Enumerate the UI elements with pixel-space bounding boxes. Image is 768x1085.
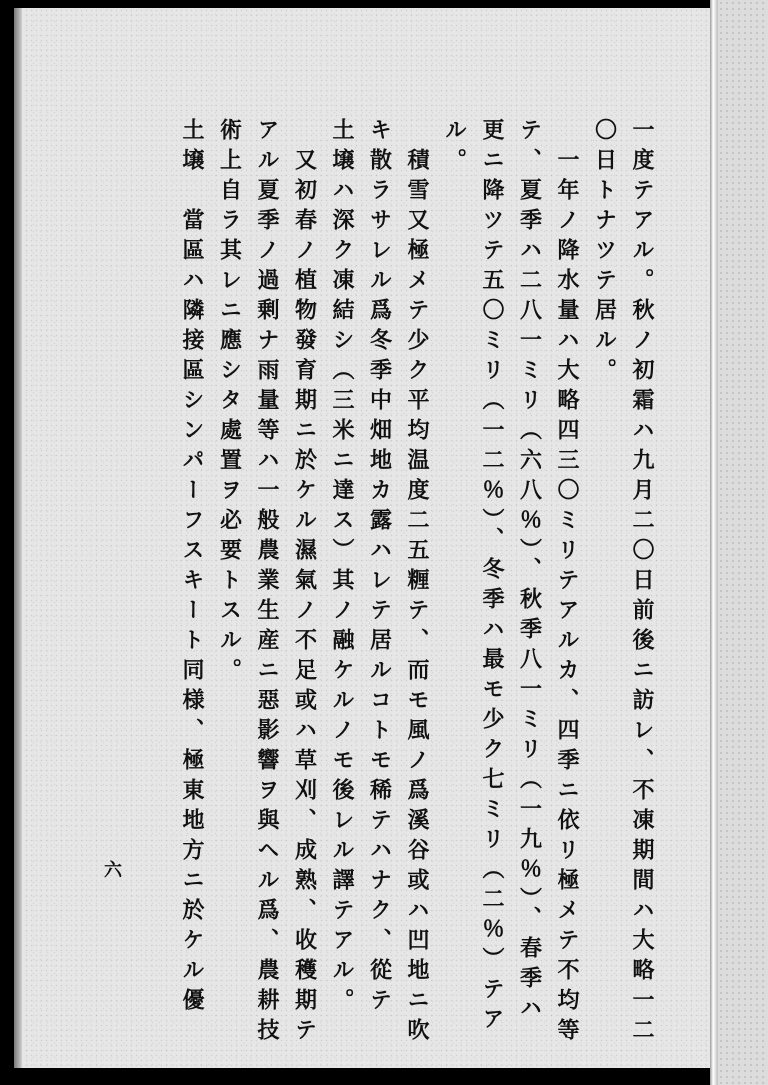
text-line: 土壌 當區ハ隣接區シンパーフスキート同様、極東地方ニ於ケル優 <box>179 118 205 1018</box>
text-line: 〇日トナツテ居ル。 <box>591 118 618 388</box>
text-line: 更ニ降ツテ五〇ミリ（一二％）、冬季ハ最モ少ク七ミリ（二％）テア <box>479 118 505 1037</box>
text-line: 一度テアル。秋ノ初霜ハ九月二〇日前後ニ訪レ、不凍期間ハ大略一二 <box>629 118 655 1048</box>
vertical-text-body <box>100 118 660 1048</box>
book-spine <box>710 0 718 1085</box>
text-line: 一年ノ降水量ハ大略四三〇ミリテアルカ、四季ニ依リ極メテ不均等 <box>554 118 580 1048</box>
text-line: アル夏季ノ過剰ナ雨量等ハ一般農業生産ニ惡影響ヲ與ヘル爲、農耕技 <box>254 118 280 1048</box>
text-line: 術上自ラ其レニ應シタ處置ヲ必要トスル。 <box>216 118 243 688</box>
text-line: ル。 <box>441 118 468 178</box>
text-line: 土壌ハ深ク凍結シ（三米ニ達ス）其ノ融ケルノモ後レル譯テアル。 <box>329 118 355 1018</box>
text-line: 又初春ノ植物發育期ニ於ケル濕氣ノ不足或ハ草刈、成熟、收穫期テ <box>291 118 318 1048</box>
page-edge <box>14 8 22 1068</box>
adjacent-page-edge <box>718 0 768 1085</box>
page-number: 六 <box>101 860 122 878</box>
text-line: テ、夏季ハ二八一ミリ（六八％）、秋季八一ミリ（一九％）、春季ハ <box>516 118 543 1026</box>
text-line: キ散ラサレル爲冬季中畑地カ露ハレテ居ルコトモ稀テハナク、從テ <box>366 118 393 1018</box>
text-line: 積雪又極メテ少ク平均温度二五糎テ、而モ風ノ爲溪谷或ハ凹地ニ吹 <box>404 118 430 1048</box>
